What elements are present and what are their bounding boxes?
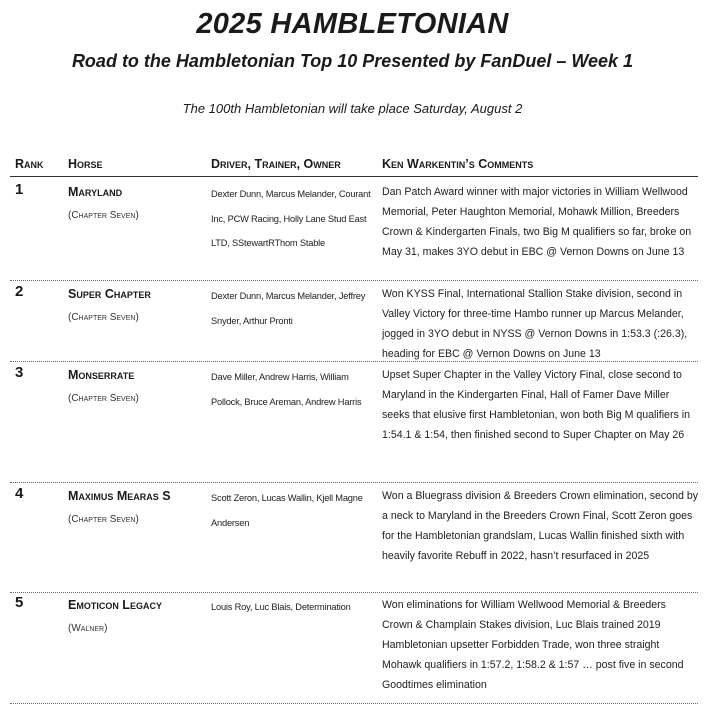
row-rank: 1 (15, 181, 24, 198)
row-comments: Dan Patch Award winner with major victories in William Wellwood Memorial, Peter Haughton Memorial, Mohawk Million, Breeders Crown & Kindergarten Finals, two Big M qualifiers so far, broke on May 31, makes 3YO debut in EBC @ Vernon Downs on June 13 (382, 186, 692, 258)
column-header-comments: Ken Warkentin’s Comments (382, 157, 534, 171)
row-comments: Won KYSS Final, International Stallion Stake division, second in Valley Victory for three-time Hambo runner up Marcus Melander, jogged in 3YO debut in NYSS @ Vernon Downs in 1:53.3 (:26.3), heading for EBC @ Vernon Downs on June 13 (382, 288, 688, 360)
row-sire: (Chapter Seven) (68, 393, 139, 404)
row-sire: (Chapter Seven) (68, 312, 139, 323)
row-sire: (Chapter Seven) (68, 514, 139, 525)
row-connections: Louis Roy, Luc Blais, Determination (211, 602, 351, 612)
header-divider (10, 176, 698, 177)
row-divider (10, 361, 698, 362)
page-title: 2025 HAMBLETONIAN (196, 8, 509, 40)
row-connections: Dexter Dunn, Marcus Melander, Courant Inc, PCW Racing, Holly Lane Stud East LTD, SStewartRThom Stable (211, 189, 371, 248)
row-divider (10, 280, 698, 281)
row-comments: Upset Super Chapter in the Valley Victory Final, close second to Maryland in the Kindergarten Final, Hall of Famer Dave Miller seeks that elusive first Hambletonian, won both Big M qualifiers in 1:54.1 & 1:54, then finished second to Super Chapter on May 26 (382, 369, 690, 441)
row-rank: 5 (15, 594, 24, 611)
row-horse: Maryland (68, 185, 123, 199)
row-sire: (Walner) (68, 623, 108, 634)
row-horse: Monserrate (68, 368, 135, 382)
row-comments: Won a Bluegrass division & Breeders Crown elimination, second by a neck to Maryland in the Breeders Crown Final, Scott Zeron goes for the Hambletonian grandslam, Lucas Wallin finished sixth with heavily favorite Rebuff in 2022, hasn’t resurfaced in 2025 (382, 490, 699, 562)
column-header-horse: Horse (68, 157, 103, 171)
row-horse: Maximus Mearas S (68, 489, 171, 503)
row-horse: Super Chapter (68, 287, 151, 301)
row-divider (10, 592, 698, 593)
row-rank: 2 (15, 283, 24, 300)
page-subtitle: Road to the Hambletonian Top 10 Presented by FanDuel – Week 1 (71, 51, 634, 71)
row-rank: 3 (15, 364, 24, 381)
event-note: The 100th Hambletonian will take place Saturday, August 2 (182, 101, 523, 116)
row-connections: Dave Miller, Andrew Harris, William Pollock, Bruce Areman, Andrew Harris (211, 372, 362, 407)
column-header-rank: Rank (15, 157, 44, 171)
row-comments: Won eliminations for William Wellwood Memorial & Breeders Crown & Champlain Stakes division, Luc Blais trained 2019 Hambletonian upsetter Forbidden Trade, won three straight Mohawk qualifiers in 1:57.2, 1:58.2 & 1:57 … post five in second Goodtimes elimination (382, 599, 684, 691)
row-connections: Dexter Dunn, Marcus Melander, Jeffrey Snyder, Arthur Pronti (211, 291, 366, 326)
row-horse: Emoticon Legacy (68, 598, 162, 612)
row-rank: 4 (15, 485, 24, 502)
row-divider (10, 482, 698, 483)
row-sire: (Chapter Seven) (68, 210, 139, 221)
row-divider (10, 703, 698, 704)
column-header-connections: Driver, Trainer, Owner (211, 157, 341, 171)
row-connections: Scott Zeron, Lucas Wallin, Kjell Magne Andersen (211, 493, 363, 528)
